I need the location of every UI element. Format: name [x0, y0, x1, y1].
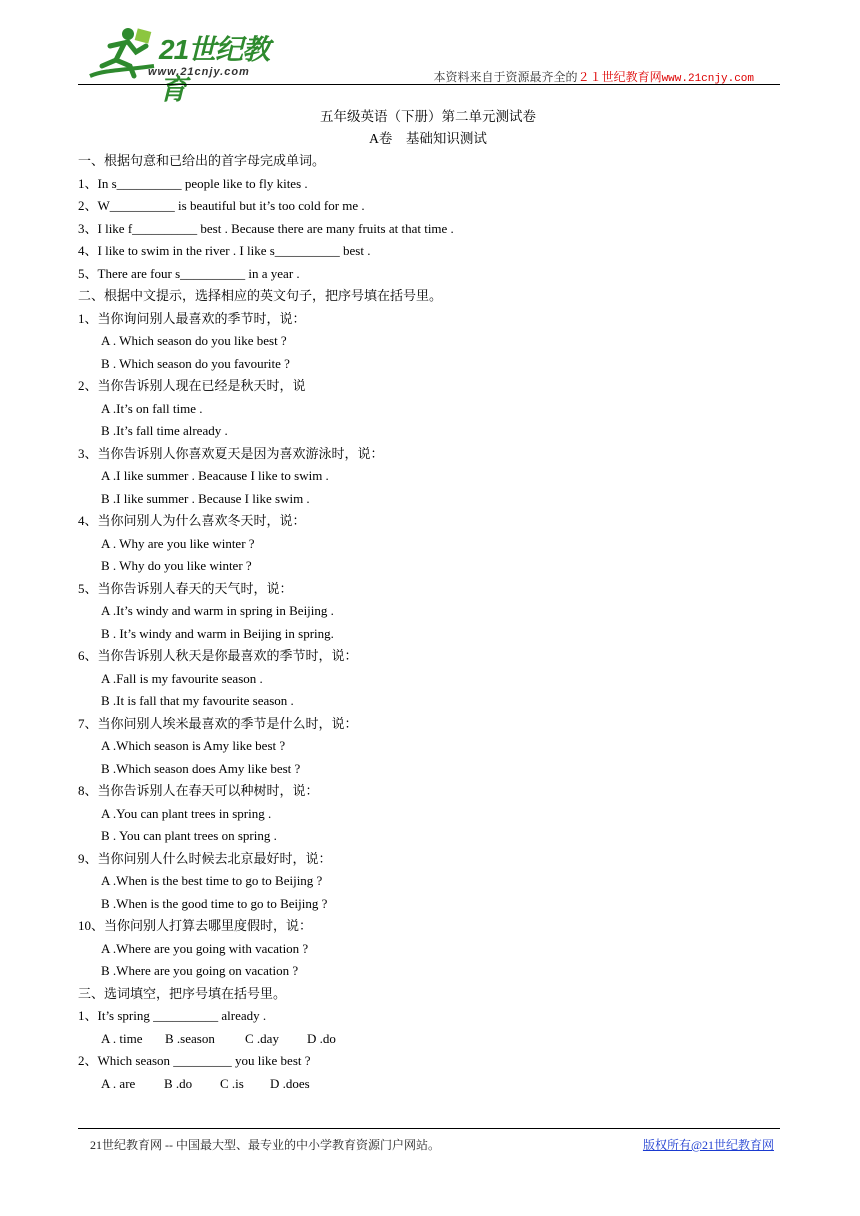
option-d: D .do	[307, 1030, 336, 1046]
answer-option: B . Why do you like winter ?	[101, 558, 252, 573]
question-prompt: 9、当你问别人什么时候去北京最好时，说：	[78, 850, 332, 866]
answer-option: A .Where are you going with vacation ?	[101, 940, 309, 956]
option-a: A . are	[101, 1075, 136, 1091]
option-b: B .season	[165, 1030, 215, 1046]
answer-option: B . It’s windy and warm in Beijing in spring.	[101, 625, 334, 641]
answer-option: B .Where are you going on vacation ?	[101, 963, 299, 978]
header-note-prefix: 本资料来自于资源最齐全的	[433, 70, 578, 84]
page-subtitle: A卷 基础知识测试	[369, 131, 487, 146]
answer-option: B .It’s fall time already .	[101, 423, 228, 438]
list-item: 2、W__________ is beautiful but it’s too cold for me .	[78, 198, 365, 213]
logo-text: 21世纪教育	[159, 34, 270, 105]
question-prompt: 2、当你告诉别人现在已经是秋天时，说	[78, 378, 306, 393]
page-footer	[78, 1128, 780, 1152]
logo-url: www.21cnjy.com	[148, 66, 250, 78]
footer-tagline: 21世纪教育网 -- 中国最大型、最专业的中小学教育资源门户网站。	[90, 1138, 440, 1152]
header-note-brand[interactable]: ２１世纪教育网	[577, 70, 662, 84]
answer-option: A .When is the best time to go to Beijing ?	[101, 873, 323, 888]
question-prompt: 3、当你告诉别人你喜欢夏天是因为喜欢游泳时，说：	[78, 445, 384, 461]
question-prompt: 1、当你询问别人最喜欢的季节时，说：	[78, 310, 306, 326]
document-body	[78, 106, 778, 1095]
answer-option: B . You can plant trees on spring .	[101, 828, 277, 843]
question-prompt: 2、Which season _________ you like best ?	[78, 1053, 311, 1068]
question-prompt: 10、当你问别人打算去哪里度假时，说：	[78, 918, 313, 933]
answer-option: A .It’s on fall time .	[101, 400, 203, 416]
list-item: 5、There are four s__________ in a year .	[78, 265, 300, 281]
header-note	[434, 68, 754, 85]
runner-logo-icon	[84, 26, 158, 82]
question-prompt: 5、当你告诉别人春天的天气时，说：	[78, 580, 293, 596]
answer-option: A . Why are you like winter ?	[101, 535, 255, 551]
answer-option: A .It’s windy and warm in spring in Beijing .	[101, 603, 334, 618]
option-b: B .do	[164, 1075, 193, 1091]
option-row	[78, 1028, 778, 1051]
answer-option: B .Which season does Amy like best ?	[101, 760, 301, 776]
question-prompt: 4、当你问别人为什么喜欢冬天时，说：	[78, 513, 306, 528]
header-note-url[interactable]: www.21cnjy.com	[661, 73, 754, 85]
answer-option: A .You can plant trees in spring .	[101, 805, 272, 821]
option-d: D .does	[270, 1075, 310, 1091]
option-a: A . time	[101, 1030, 143, 1046]
section-heading: 二、根据中文提示，选择相应的英文句子，把序号填在括号里。	[78, 288, 443, 303]
option-c: C .day	[245, 1030, 279, 1046]
answer-option: B . Which season do you favourite ?	[101, 355, 290, 371]
answer-option: B .When is the good time to go to Beijing ?	[101, 895, 328, 911]
answer-option: B .I like summer . Because I like swim .	[101, 490, 310, 506]
answer-option: A .Fall is my favourite season .	[101, 670, 263, 686]
list-item: 4、I like to swim in the river . I like s__________ best .	[78, 243, 371, 258]
question-prompt: 1、It’s spring __________ already .	[78, 1008, 267, 1023]
footer-copyright-link[interactable]: 版权所有@21世纪教育网	[642, 1138, 774, 1152]
option-c: C .is	[220, 1075, 244, 1091]
answer-option: A .I like summer . Beacause I like to swim .	[101, 468, 329, 483]
list-item: 1、In s__________ people like to fly kites .	[78, 175, 308, 191]
answer-option: A . Which season do you like best ?	[101, 333, 287, 348]
question-prompt: 7、当你问别人埃米最喜欢的季节是什么时，说：	[78, 715, 358, 731]
question-prompt: 6、当你告诉别人秋天是你最喜欢的季节时，说：	[78, 648, 358, 663]
question-prompt: 8、当你告诉别人在春天可以种树时，说：	[78, 783, 319, 798]
list-item: 3、I like f__________ best . Because there are many fruits at that time .	[78, 220, 454, 236]
section-heading: 一、根据句意和已给出的首字母完成单词。	[78, 153, 326, 168]
section-heading: 三、选词填空，把序号填在括号里。	[78, 985, 287, 1001]
page-header	[78, 14, 780, 105]
option-row	[78, 1073, 778, 1096]
answer-option: B .It is fall that my favourite season .	[101, 693, 294, 708]
answer-option: A .Which season is Amy like best ?	[101, 738, 286, 753]
footer-divider	[78, 1128, 780, 1129]
header-divider	[78, 84, 780, 85]
site-logo[interactable]	[84, 26, 284, 105]
page-title: 五年级英语（下册）第二单元测试卷	[320, 109, 536, 124]
